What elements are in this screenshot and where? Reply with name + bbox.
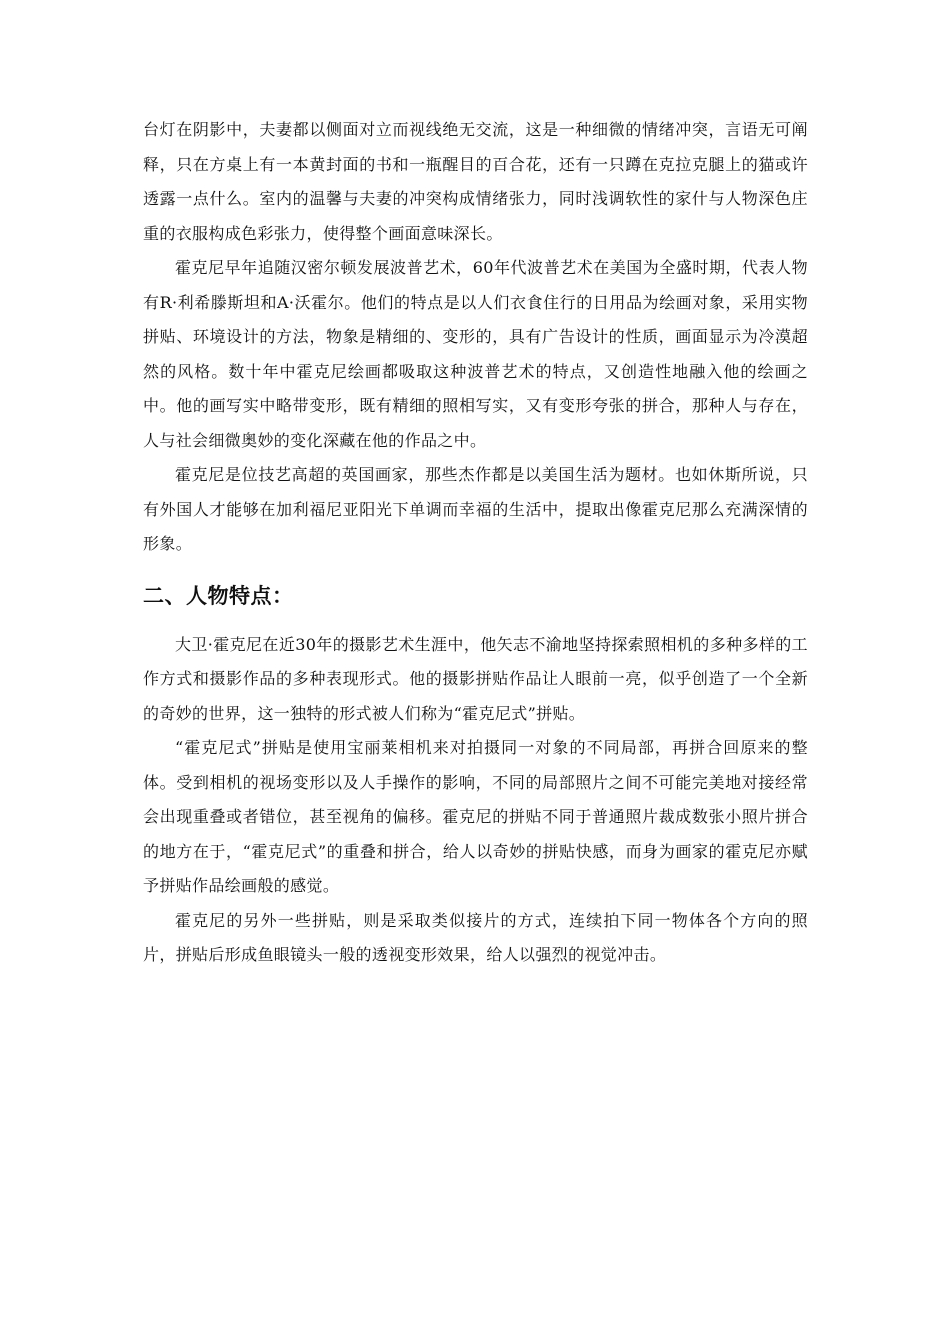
paragraph-hockney-collage: “霍克尼式”拼贴是使用宝丽莱相机来对拍摄同一对象的不同局部，再拼合回原来的整体。受到相机的视场变形以及人手操作的影响，不同的局部照片之间不可能完美地对接经常会出现重叠或者错位，甚至视角的偏移。霍克尼的拼贴不同于普通照片裁成数张小照片拼合的地方在于，“霍克尼式”的重叠和拼合，给人以奇妙的拼贴快感，而身为画家的霍克尼亦赋予拼贴作品绘画般的感觉。 bbox=[143, 738, 808, 895]
paragraph-continuation: 台灯在阴影中，夫妻都以侧面对立而视线绝无交流，这是一种细微的情绪冲突，言语无可阐释，只在方桌上有一本黄封面的书和一瓶醒目的百合花，还有一只蹲在克拉克腿上的猫或许透露一点什么。室内的温馨与夫妻的冲突构成情绪张力，同时浅调软性的家什与人物深色庄重的衣服构成色彩张力，使得整个画面意味深长。 bbox=[143, 120, 808, 243]
section-heading: 二、人物特点： bbox=[143, 583, 294, 608]
paragraph-other-collage: 霍克尼的另外一些拼贴，则是采取类似接片的方式，连续拍下同一物体各个方向的照片，拼贴后形成鱼眼镜头一般的透视变形效果，给人以强烈的视觉冲击。 bbox=[143, 910, 808, 964]
paragraph-british-painter: 霍克尼是位技艺高超的英国画家，那些杰作都是以美国生活为题材。也如休斯所说，只有外国人才能够在加利福尼亚阳光下单调而幸福的生活中，提取出像霍克尼那么充满深情的形象。 bbox=[143, 465, 808, 553]
paragraph-photo-career: 大卫·霍克尼在近30年的摄影艺术生涯中，他矢志不渝地坚持探索照相机的多种多样的工作方式和摄影作品的多种表现形式。他的摄影拼贴作品让人眼前一亮，似乎创造了一个全新的奇妙的世界，这一独特的形式被人们称为“霍克尼式”拼贴。 bbox=[143, 634, 808, 723]
document-page bbox=[143, 113, 808, 973]
paragraph-pop-art: 霍克尼早年追随汉密尔顿发展波普艺术，60年代波普艺术在美国为全盛时期，代表人物有R·利希滕斯坦和A·沃霍尔。他们的特点是以人们衣食住行的日用品为绘画对象，采用实物拼贴、环境设计的方法，物象是精细的、变形的，具有广告设计的性质，画面显示为冷漠超然的风格。数十年中霍克尼绘画都吸取这种波普艺术的特点，又创造性地融入他的绘画之中。他的画写实中略带变形，既有精细的照相写实，又有变形夸张的拼合，那种人与存在，人与社会细微奥妙的变化深藏在他的作品之中。 bbox=[143, 258, 808, 450]
